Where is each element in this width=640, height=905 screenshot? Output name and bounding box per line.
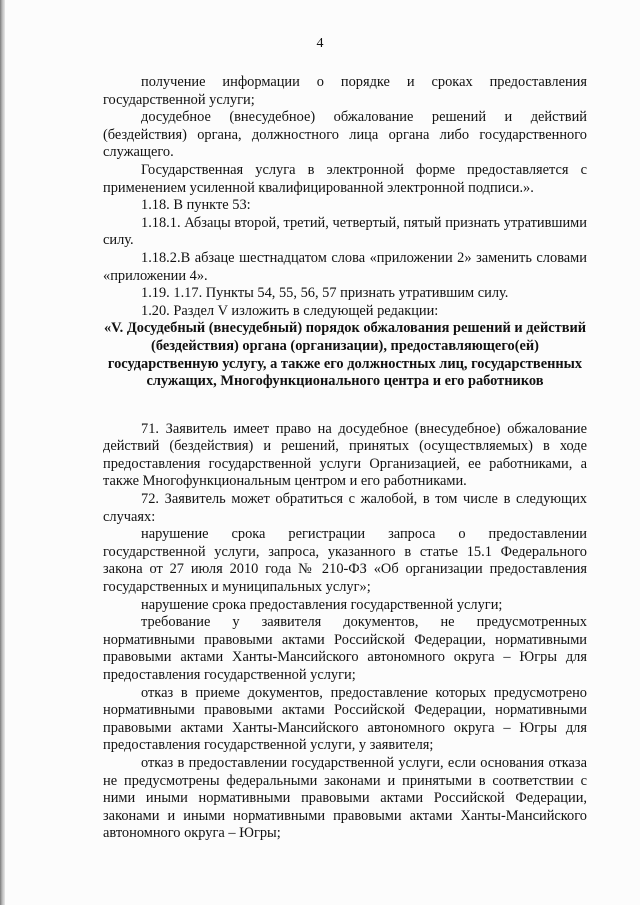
- paragraph: нарушение срока регистрации запроса о предоставлении государственной услуги, запроса, указанного в статье 15.1 Федерального закона от 27 июля 2010 года № 210-ФЗ «Об организации предоставления государственных и муниципальных услуг»;: [103, 526, 587, 596]
- paragraph: досудебное (внесудебное) обжалование решений и действий (бездействия) органа, должностного лица органа либо государственного служащего.: [103, 109, 587, 161]
- paragraph: 1.20. Раздел V изложить в следующей редакции:: [141, 302, 439, 319]
- paragraph: требование у заявителя документов, не предусмотренных нормативными правовыми актами Российской Федерации, нормативными правовыми актами Ханты-Мансийского автономного округа – Югры для предоставления государственной услуги;: [103, 614, 587, 683]
- paragraph: 72. Заявитель может обратиться с жалобой, в том числе в следующих случаях:: [103, 491, 587, 525]
- paragraph: 1.18.1. Абзацы второй, третий, четвертый, пятый признать утратившими силу.: [103, 214, 587, 249]
- page-number: 4: [316, 36, 324, 51]
- paragraph: 1.18. В пункте 53:: [141, 197, 251, 214]
- paragraph: Государственная услуга в электронной форме предоставляется с применением усиленной квалифицированной электронной подписи.».: [103, 161, 587, 196]
- paragraph: отказ в предоставлении государственной услуги, если основания отказа не предусмотрены федеральными законами и принятыми в соответствии с ними иными нормативными правовыми актами Российской Федерации, законами и иными нормативными правовыми актами Ханты-Мансийского автономного округа – Югры;: [103, 754, 587, 842]
- paragraph: получение информации о порядке и сроках предоставления государственной услуги;: [103, 74, 587, 108]
- document-body: [103, 74, 587, 843]
- paragraph: 71. Заявитель имеет право на досудебное (внесудебное) обжалование действий (бездействия) и решений, принятых (осуществляемых) в ходе предоставления государственной услуги Организацией, ее работниками, а также Многофункциональным центром и его работниками.: [103, 420, 587, 490]
- paragraph: 1.19. 1.17. Пункты 54, 55, 56, 57 признать утратившим силу.: [141, 285, 509, 302]
- scan-edge: [0, 0, 5, 905]
- paragraph: 1.18.2.В абзаце шестнадцатом слова «приложении 2» заменить словами «приложении 4».: [103, 249, 587, 284]
- paragraph: нарушение срока предоставления государственной услуги;: [141, 596, 503, 613]
- paragraph: отказ в приеме документов, предоставление которых предусмотрено нормативными правовыми актами Российской Федерации, нормативными правовыми актами Ханты-Мансийского автономного округа – Югры для предоставления государственной услуги, у заявителя;: [103, 684, 587, 754]
- section-heading: «V. Досудебный (внесудебный) порядок обжалования решений и действий (бездействия) органа (организации), предоставляющего(ей) государственную услугу, а также его должностных лиц, государственных служащих, Многофункционального центра и его работников: [103, 320, 587, 390]
